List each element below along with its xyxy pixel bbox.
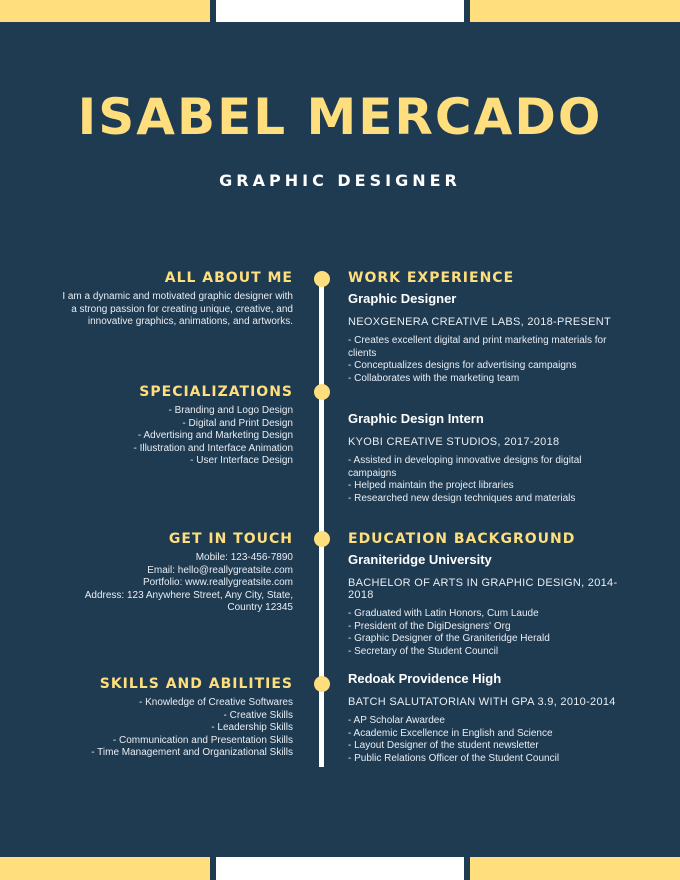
list-item: - Time Management and Organizational Skills — [91, 747, 293, 759]
list-item: - Collaborates with the marketing team — [348, 372, 520, 384]
job-duties — [348, 335, 628, 385]
school-achievements — [348, 715, 628, 765]
about-line: a strong passion for creating unique, creative, and — [71, 303, 293, 315]
contact-email: Email: hello@reallygreatsite.com — [147, 564, 293, 576]
list-item: - Leadership Skills — [211, 722, 293, 734]
list-item: - Public Relations Officer of the Student Council — [348, 752, 560, 764]
list-item: - Creates excellent digital and print marketing materials for clients — [348, 335, 607, 359]
yellow-block — [470, 0, 680, 22]
timeline-line — [319, 279, 324, 767]
list-item: - Advertising and Marketing Design — [137, 430, 293, 442]
contact-mobile: Mobile: 123-456-7890 — [195, 552, 293, 563]
yellow-block — [0, 0, 210, 22]
list-item: - Graduated with Latin Honors, Cum Laude — [348, 608, 539, 619]
section-title: WORK EXPERIENCE — [348, 270, 515, 286]
school-name: Redoak Providence High — [348, 671, 502, 686]
job-title: Graphic Designer — [348, 291, 457, 306]
list-item: - Secretary of the Student Council — [348, 645, 499, 657]
job-entry — [348, 408, 628, 505]
skills-list — [33, 697, 293, 760]
list-item: - President of the DigiDesigners' Org — [348, 620, 511, 632]
list-item: - Layout Designer of the student newsletter — [348, 740, 539, 752]
candidate-role: GRAPHIC DESIGNER — [219, 171, 461, 190]
job-company: KYOBI CREATIVE STUDIOS, 2017-2018 — [348, 436, 560, 448]
about-line: I am a dynamic and motivated graphic designer with — [62, 291, 293, 302]
school-name: Graniteridge University — [348, 552, 492, 567]
yellow-block — [470, 857, 680, 880]
top-decorative-band — [0, 0, 680, 22]
list-item: - Helped maintain the project libraries — [348, 480, 514, 492]
list-item: - Creative Skills — [223, 709, 293, 721]
list-item: - Digital and Print Design — [182, 417, 293, 429]
specializations-section — [33, 384, 293, 468]
list-item: - Illustration and Interface Animation — [133, 442, 293, 454]
section-title: SPECIALIZATIONS — [139, 384, 293, 400]
list-item: - Knowledge of Creative Softwares — [139, 697, 293, 708]
about-line: innovative graphics, animations, and artworks. — [87, 316, 293, 328]
job-duties — [348, 455, 628, 505]
section-title: GET IN TOUCH — [168, 531, 293, 547]
candidate-name: ISABEL MERCADO — [77, 88, 603, 146]
about-text — [33, 291, 293, 329]
contact-portfolio: Portfolio: www.reallygreatsite.com — [142, 577, 293, 589]
section-title: ALL ABOUT ME — [164, 270, 293, 286]
school-entry — [348, 668, 628, 765]
timeline-dot — [314, 271, 330, 287]
contact-section — [33, 531, 293, 615]
school-degree: BACHELOR OF ARTS IN GRAPHIC DESIGN, 2014-2018 — [348, 577, 618, 601]
school-achievements — [348, 608, 628, 658]
section-title: SKILLS AND ABILITIES — [99, 676, 293, 692]
timeline-dot — [314, 676, 330, 692]
list-item: - Researched new design techniques and materials — [348, 492, 576, 504]
list-item: - Graphic Designer of the Graniteridge Herald — [348, 633, 550, 645]
education-section — [348, 531, 628, 658]
white-block — [216, 857, 464, 880]
yellow-block — [0, 857, 210, 880]
list-item: - User Interface Design — [190, 455, 293, 467]
list-item: - AP Scholar Awardee — [348, 715, 445, 726]
list-item: - Assisted in developing innovative designs for digital campaigns — [348, 455, 582, 479]
specializations-list — [33, 405, 293, 468]
timeline-dot — [314, 384, 330, 400]
list-item: - Communication and Presentation Skills — [112, 734, 293, 746]
timeline-dot — [314, 531, 330, 547]
contact-details — [33, 552, 293, 615]
list-item: - Branding and Logo Design — [168, 405, 293, 416]
contact-address-cont: Country 12345 — [227, 602, 293, 614]
list-item: - Conceptualizes designs for advertising campaigns — [348, 360, 577, 372]
about-section — [33, 270, 293, 329]
white-block — [216, 0, 464, 22]
job-title: Graphic Design Intern — [348, 411, 484, 426]
school-degree: BATCH SALUTATORIAN WITH GPA 3.9, 2010-2014 — [348, 696, 616, 708]
work-experience-section — [348, 270, 628, 385]
section-title: EDUCATION BACKGROUND — [348, 531, 576, 547]
list-item: - Academic Excellence in English and Science — [348, 727, 553, 739]
contact-address: Address: 123 Anywhere Street, Any City, State, — [84, 589, 293, 601]
job-company: NEOXGENERA CREATIVE LABS, 2018-PRESENT — [348, 316, 612, 328]
skills-section — [33, 676, 293, 760]
bottom-decorative-band — [0, 857, 680, 880]
